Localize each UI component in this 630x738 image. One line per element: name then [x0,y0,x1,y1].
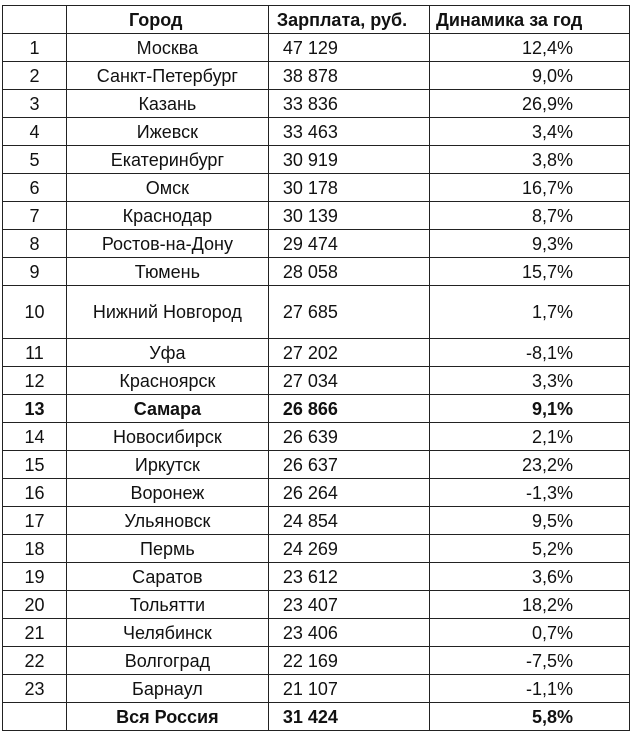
row-dynamics: 26,9% [430,90,630,118]
table-row [3,202,630,230]
row-city: Вся Россия [66,703,268,731]
row-number: 14 [3,423,67,451]
row-dynamics: 5,2% [430,535,630,563]
row-dynamics: 9,3% [430,230,630,258]
row-salary: 27 034 [268,367,429,395]
table-row [3,339,630,367]
header-salary: Зарплата, руб. [268,6,429,34]
row-city: Краснодар [66,202,268,230]
row-city: Новосибирск [66,423,268,451]
row-number: 6 [3,174,67,202]
table-row [3,118,630,146]
row-salary: 26 264 [268,479,429,507]
row-city: Екатеринбург [66,146,268,174]
row-number: 12 [3,367,67,395]
row-dynamics: -1,1% [430,675,630,703]
row-dynamics: 1,7% [430,286,630,339]
table-row [3,367,630,395]
row-dynamics: 15,7% [430,258,630,286]
row-number: 20 [3,591,67,619]
row-city: Воронеж [66,479,268,507]
row-city: Ижевск [66,118,268,146]
table-row [3,34,630,62]
row-number: 11 [3,339,67,367]
row-city: Омск [66,174,268,202]
row-dynamics: 5,8% [430,703,630,731]
table-row [3,286,630,339]
row-number: 13 [3,395,67,423]
table-row [3,451,630,479]
row-number: 19 [3,563,67,591]
row-salary: 29 474 [268,230,429,258]
row-city: Казань [66,90,268,118]
row-dynamics: 18,2% [430,591,630,619]
row-city: Барнаул [66,675,268,703]
row-dynamics: 9,1% [430,395,630,423]
row-salary: 26 866 [268,395,429,423]
row-city: Челябинск [66,619,268,647]
row-city: Ростов-на-Дону [66,230,268,258]
table-row [3,703,630,731]
table-row [3,563,630,591]
row-city: Красноярск [66,367,268,395]
table-row [3,230,630,258]
table-row [3,146,630,174]
row-city: Тольятти [66,591,268,619]
table-body [3,34,630,731]
row-number [3,703,67,731]
row-salary: 26 637 [268,451,429,479]
table-row [3,507,630,535]
row-dynamics: -8,1% [430,339,630,367]
row-number: 17 [3,507,67,535]
row-salary: 23 612 [268,563,429,591]
row-city: Санкт-Петербург [66,62,268,90]
row-salary: 30 178 [268,174,429,202]
row-city: Москва [66,34,268,62]
table-header-row [3,6,630,34]
row-city: Пермь [66,535,268,563]
row-dynamics: 0,7% [430,619,630,647]
row-city: Самара [66,395,268,423]
row-dynamics: 3,4% [430,118,630,146]
row-salary: 27 202 [268,339,429,367]
row-number: 8 [3,230,67,258]
row-salary: 23 407 [268,591,429,619]
table-row [3,62,630,90]
row-dynamics: 3,3% [430,367,630,395]
row-salary: 24 269 [268,535,429,563]
row-number: 23 [3,675,67,703]
row-salary: 26 639 [268,423,429,451]
row-dynamics: 23,2% [430,451,630,479]
table-row [3,90,630,118]
row-salary: 47 129 [268,34,429,62]
row-dynamics: 12,4% [430,34,630,62]
row-number: 5 [3,146,67,174]
row-number: 7 [3,202,67,230]
row-number: 22 [3,647,67,675]
row-city: Ульяновск [66,507,268,535]
row-salary: 30 139 [268,202,429,230]
row-salary: 31 424 [268,703,429,731]
row-salary: 21 107 [268,675,429,703]
row-dynamics: 3,8% [430,146,630,174]
salary-table [2,5,630,731]
header-dynamics: Динамика за год [430,6,630,34]
row-number: 3 [3,90,67,118]
row-salary: 22 169 [268,647,429,675]
row-dynamics: -1,3% [430,479,630,507]
row-city: Нижний Новгород [66,286,268,339]
table-row [3,591,630,619]
row-number: 1 [3,34,67,62]
row-city: Волгоград [66,647,268,675]
table-row [3,675,630,703]
row-dynamics: 3,6% [430,563,630,591]
row-city: Саратов [66,563,268,591]
table-row [3,258,630,286]
row-dynamics: -7,5% [430,647,630,675]
row-salary: 27 685 [268,286,429,339]
row-dynamics: 2,1% [430,423,630,451]
row-city: Тюмень [66,258,268,286]
row-salary: 24 854 [268,507,429,535]
table-row [3,174,630,202]
table-row [3,535,630,563]
row-number: 2 [3,62,67,90]
row-city: Иркутск [66,451,268,479]
table-row [3,647,630,675]
row-dynamics: 8,7% [430,202,630,230]
table-row [3,479,630,507]
row-salary: 38 878 [268,62,429,90]
row-number: 21 [3,619,67,647]
header-city: Город [66,6,268,34]
row-salary: 30 919 [268,146,429,174]
row-number: 16 [3,479,67,507]
header-number [3,6,67,34]
row-number: 4 [3,118,67,146]
table-row [3,395,630,423]
row-number: 10 [3,286,67,339]
row-dynamics: 9,5% [430,507,630,535]
salary-table-container [2,5,630,731]
row-salary: 33 463 [268,118,429,146]
row-number: 9 [3,258,67,286]
row-number: 18 [3,535,67,563]
row-salary: 33 836 [268,90,429,118]
row-salary: 28 058 [268,258,429,286]
row-salary: 23 406 [268,619,429,647]
table-row [3,619,630,647]
row-number: 15 [3,451,67,479]
row-dynamics: 9,0% [430,62,630,90]
row-dynamics: 16,7% [430,174,630,202]
row-city: Уфа [66,339,268,367]
table-row [3,423,630,451]
